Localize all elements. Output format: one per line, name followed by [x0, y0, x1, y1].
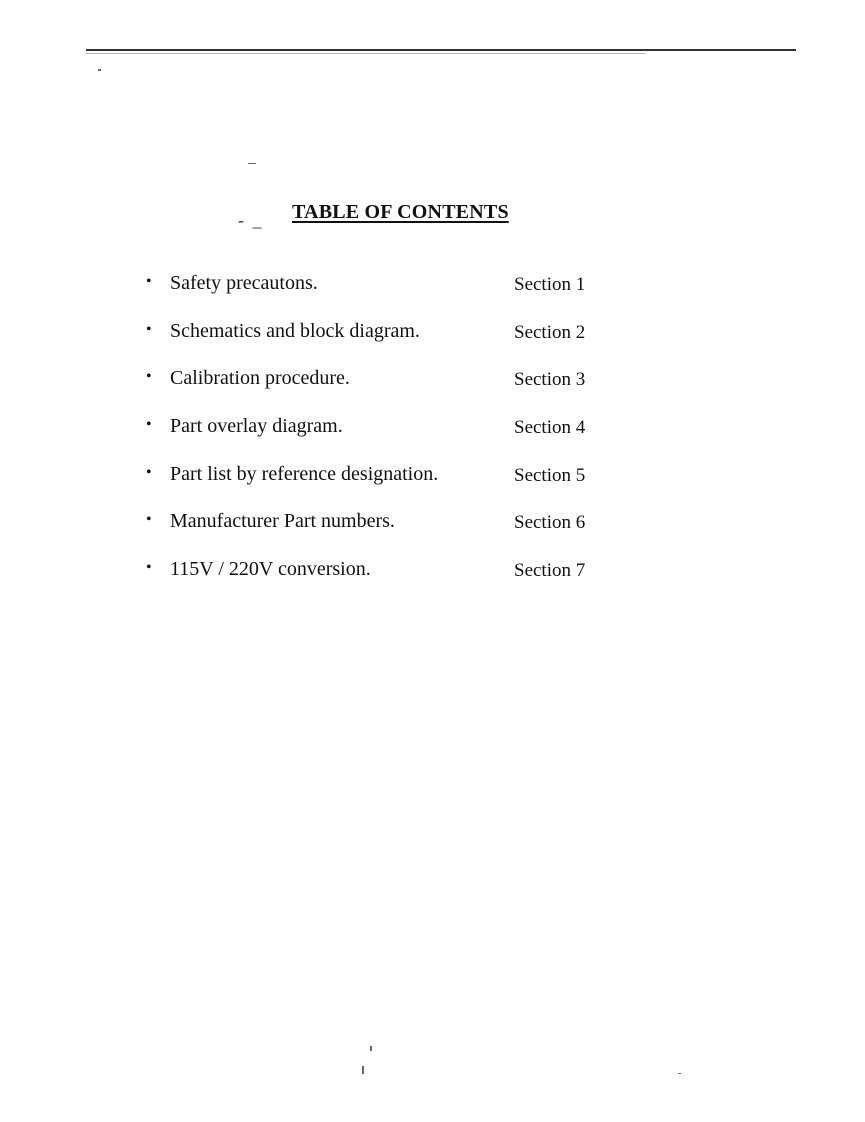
page-title: TABLE OF CONTENTS: [292, 201, 509, 223]
toc-entry-part-overlay: [138, 413, 608, 461]
toc-entry-label: Safety precautons.: [170, 272, 318, 294]
bullet-icon: •: [146, 273, 152, 290]
toc-entry-part-list: [138, 461, 608, 509]
toc-entry-label: Calibration procedure.: [170, 367, 350, 390]
bullet-icon: •: [146, 416, 152, 434]
scan-speck: [370, 1046, 372, 1051]
page-top-rule-shadow: [86, 53, 646, 54]
scan-speck: [98, 69, 101, 71]
toc-entry-label: 115V / 220V conversion.: [170, 558, 371, 581]
bullet-icon: •: [146, 463, 152, 481]
bullet-icon: •: [146, 511, 152, 529]
toc-entry-schematics: [138, 318, 608, 366]
toc-entry-section: Section 6: [514, 512, 586, 534]
toc-entry-label: Part list by reference designation.: [170, 462, 439, 485]
toc-entry-section: Section 1: [514, 274, 586, 295]
scan-speck: [678, 1073, 681, 1074]
toc-entry-label: Schematics and block diagram.: [170, 319, 420, 342]
bullet-icon: •: [146, 320, 152, 338]
toc-entry-voltage-conversion: [138, 556, 608, 604]
table-of-contents: [138, 270, 608, 604]
toc-entry-section: Section 5: [514, 464, 586, 486]
bullet-icon: •: [146, 368, 152, 386]
scan-speck: [362, 1066, 364, 1074]
toc-entry-section: Section 2: [514, 321, 586, 343]
title-prefix-mark: - _: [238, 210, 264, 230]
toc-entry-safety-precautions: [138, 270, 608, 318]
toc-entry-calibration: [138, 365, 608, 413]
toc-entry-manufacturer-parts: [138, 508, 608, 556]
bullet-icon: •: [146, 559, 152, 577]
toc-entry-section: Section 4: [514, 417, 586, 439]
toc-entry-label: Manufacturer Part numbers.: [170, 510, 395, 533]
toc-entry-label: Part overlay diagram.: [170, 415, 343, 438]
page-top-rule: [86, 49, 796, 51]
toc-entry-section: Section 7: [514, 560, 586, 582]
toc-entry-section: Section 3: [514, 369, 586, 391]
scan-speck: [248, 163, 256, 164]
